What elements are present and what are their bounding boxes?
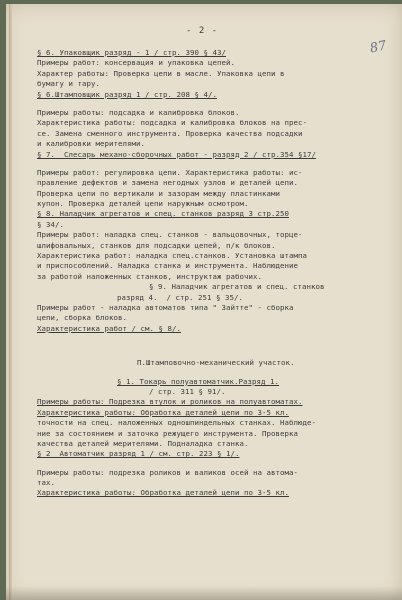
text-line: правление дефектов и замена негодных узлов и деталей цепи.: [37, 178, 298, 188]
text-line: за работой наложенных станков, инструктаж рабочих.: [37, 271, 262, 281]
archive-folio-number: 87: [368, 38, 388, 57]
text-line: Примеры работ: консервация и упаковка цепей.: [37, 58, 235, 68]
text-line: ние за состоянием и заточка режущего инструмента. Проверка: [37, 428, 298, 438]
line-gap: [37, 460, 395, 468]
text-line: Проверка цепи по вертикали и зазорам между пластинками: [37, 188, 280, 198]
text-line: Характеристика работы: Обработка деталей цепи по 3-5 кл.: [37, 407, 289, 417]
text-line: разряд 4. / стр. 251 § 35/.: [117, 292, 243, 302]
text-line: Характер работы: Проверка цепи в масле. Упаковка цепи в: [37, 68, 285, 78]
text-line: Характеристика работ / см. § 8/.: [37, 323, 181, 333]
text-line: § 8. Наладчик агрегатов и спец. станков разряд 3 стр.250: [37, 209, 289, 219]
text-line: Примеры работы: подрезка роликов и валиков осей на автома-: [37, 467, 298, 477]
text-line: Примеры работ: регулировка цепи. Характеристика работы: ис-: [37, 167, 303, 177]
text-line: бумагу и тару.: [37, 79, 100, 89]
text-line: цепи, сборка блоков.: [37, 313, 127, 323]
text-line: купон. Проверка деталей цепи наружным осмотром.: [37, 199, 249, 209]
text-line: П.Штамповочно-механический участок.: [137, 358, 295, 368]
text-line: § 7. Слесарь механо-сборочных работ - разряд 2 / стр.354 §17/: [37, 149, 316, 159]
text-line: Примеры работ: наладка спец. станков - вальцовочных, торце-: [37, 230, 303, 240]
text-line: шлифовальных, станков для подсадки цепей, п/к блоков.: [37, 240, 276, 250]
text-line: качества деталей мерителями. Подналадка станка.: [37, 438, 249, 448]
document-page: [6, 4, 402, 600]
page-number: - 2 -: [186, 26, 219, 36]
text-line: тах.: [37, 478, 55, 488]
text-line: § 6.Штамповщик разряд 1 / стр. 208 § 4/.: [37, 89, 217, 99]
text-line: и приспособлений. Наладка станка и инструмента. Наблюдение: [37, 261, 298, 271]
page-shadow: [6, 586, 402, 600]
paper-edge: [9, 4, 12, 600]
text-line: Характеристика работы: Обработка деталей цепи по 3-5 кл.: [37, 488, 289, 498]
text-line: / стр. 311 § 91/.: [149, 386, 226, 396]
text-line: § 6. Упаковщик разряд - 1 / стр. 390 § 43/: [37, 48, 226, 57]
line-gap: [37, 100, 395, 108]
line-gap: [37, 350, 395, 358]
line-gap: [37, 342, 395, 350]
text-line: Характеристика работы: подсадка и калибровка блоков на прес-: [37, 118, 307, 128]
line-gap: [37, 334, 395, 342]
text-line: Примеры работы: Подрезка втулок и роликов на полуавтоматах.: [37, 397, 303, 407]
text-line: Примеры работ - наладка автоматов типа " Зайтте" - сборка: [37, 302, 294, 312]
text-line: се. Замена сменного инструмента. Проверка качества подсадки: [37, 128, 303, 138]
text-line: Характеристика работ: наладка спец.станков. Установка штампа: [37, 251, 307, 261]
text-line: § 9. Наладчик агрегатов и спец. станков: [149, 282, 325, 292]
text-line: и калибровки мерителями.: [37, 139, 145, 149]
text-line: § 2 Автоматчик разряд 1 / см. стр. 223 § 1/.: [37, 449, 240, 459]
text-line: Примеры работы: подсадка и калибровка блоков.: [37, 107, 240, 117]
line-gap: [37, 160, 395, 168]
line-gap: [37, 369, 395, 377]
text-line: § 1. Токарь полуавтоматчик.Разряд 1.: [117, 376, 279, 386]
document-body: [37, 48, 395, 499]
text-line: § 34/.: [37, 219, 64, 229]
text-line: точности на спец. наложенных одношпиндельных станках. Наблюде-: [37, 418, 316, 428]
